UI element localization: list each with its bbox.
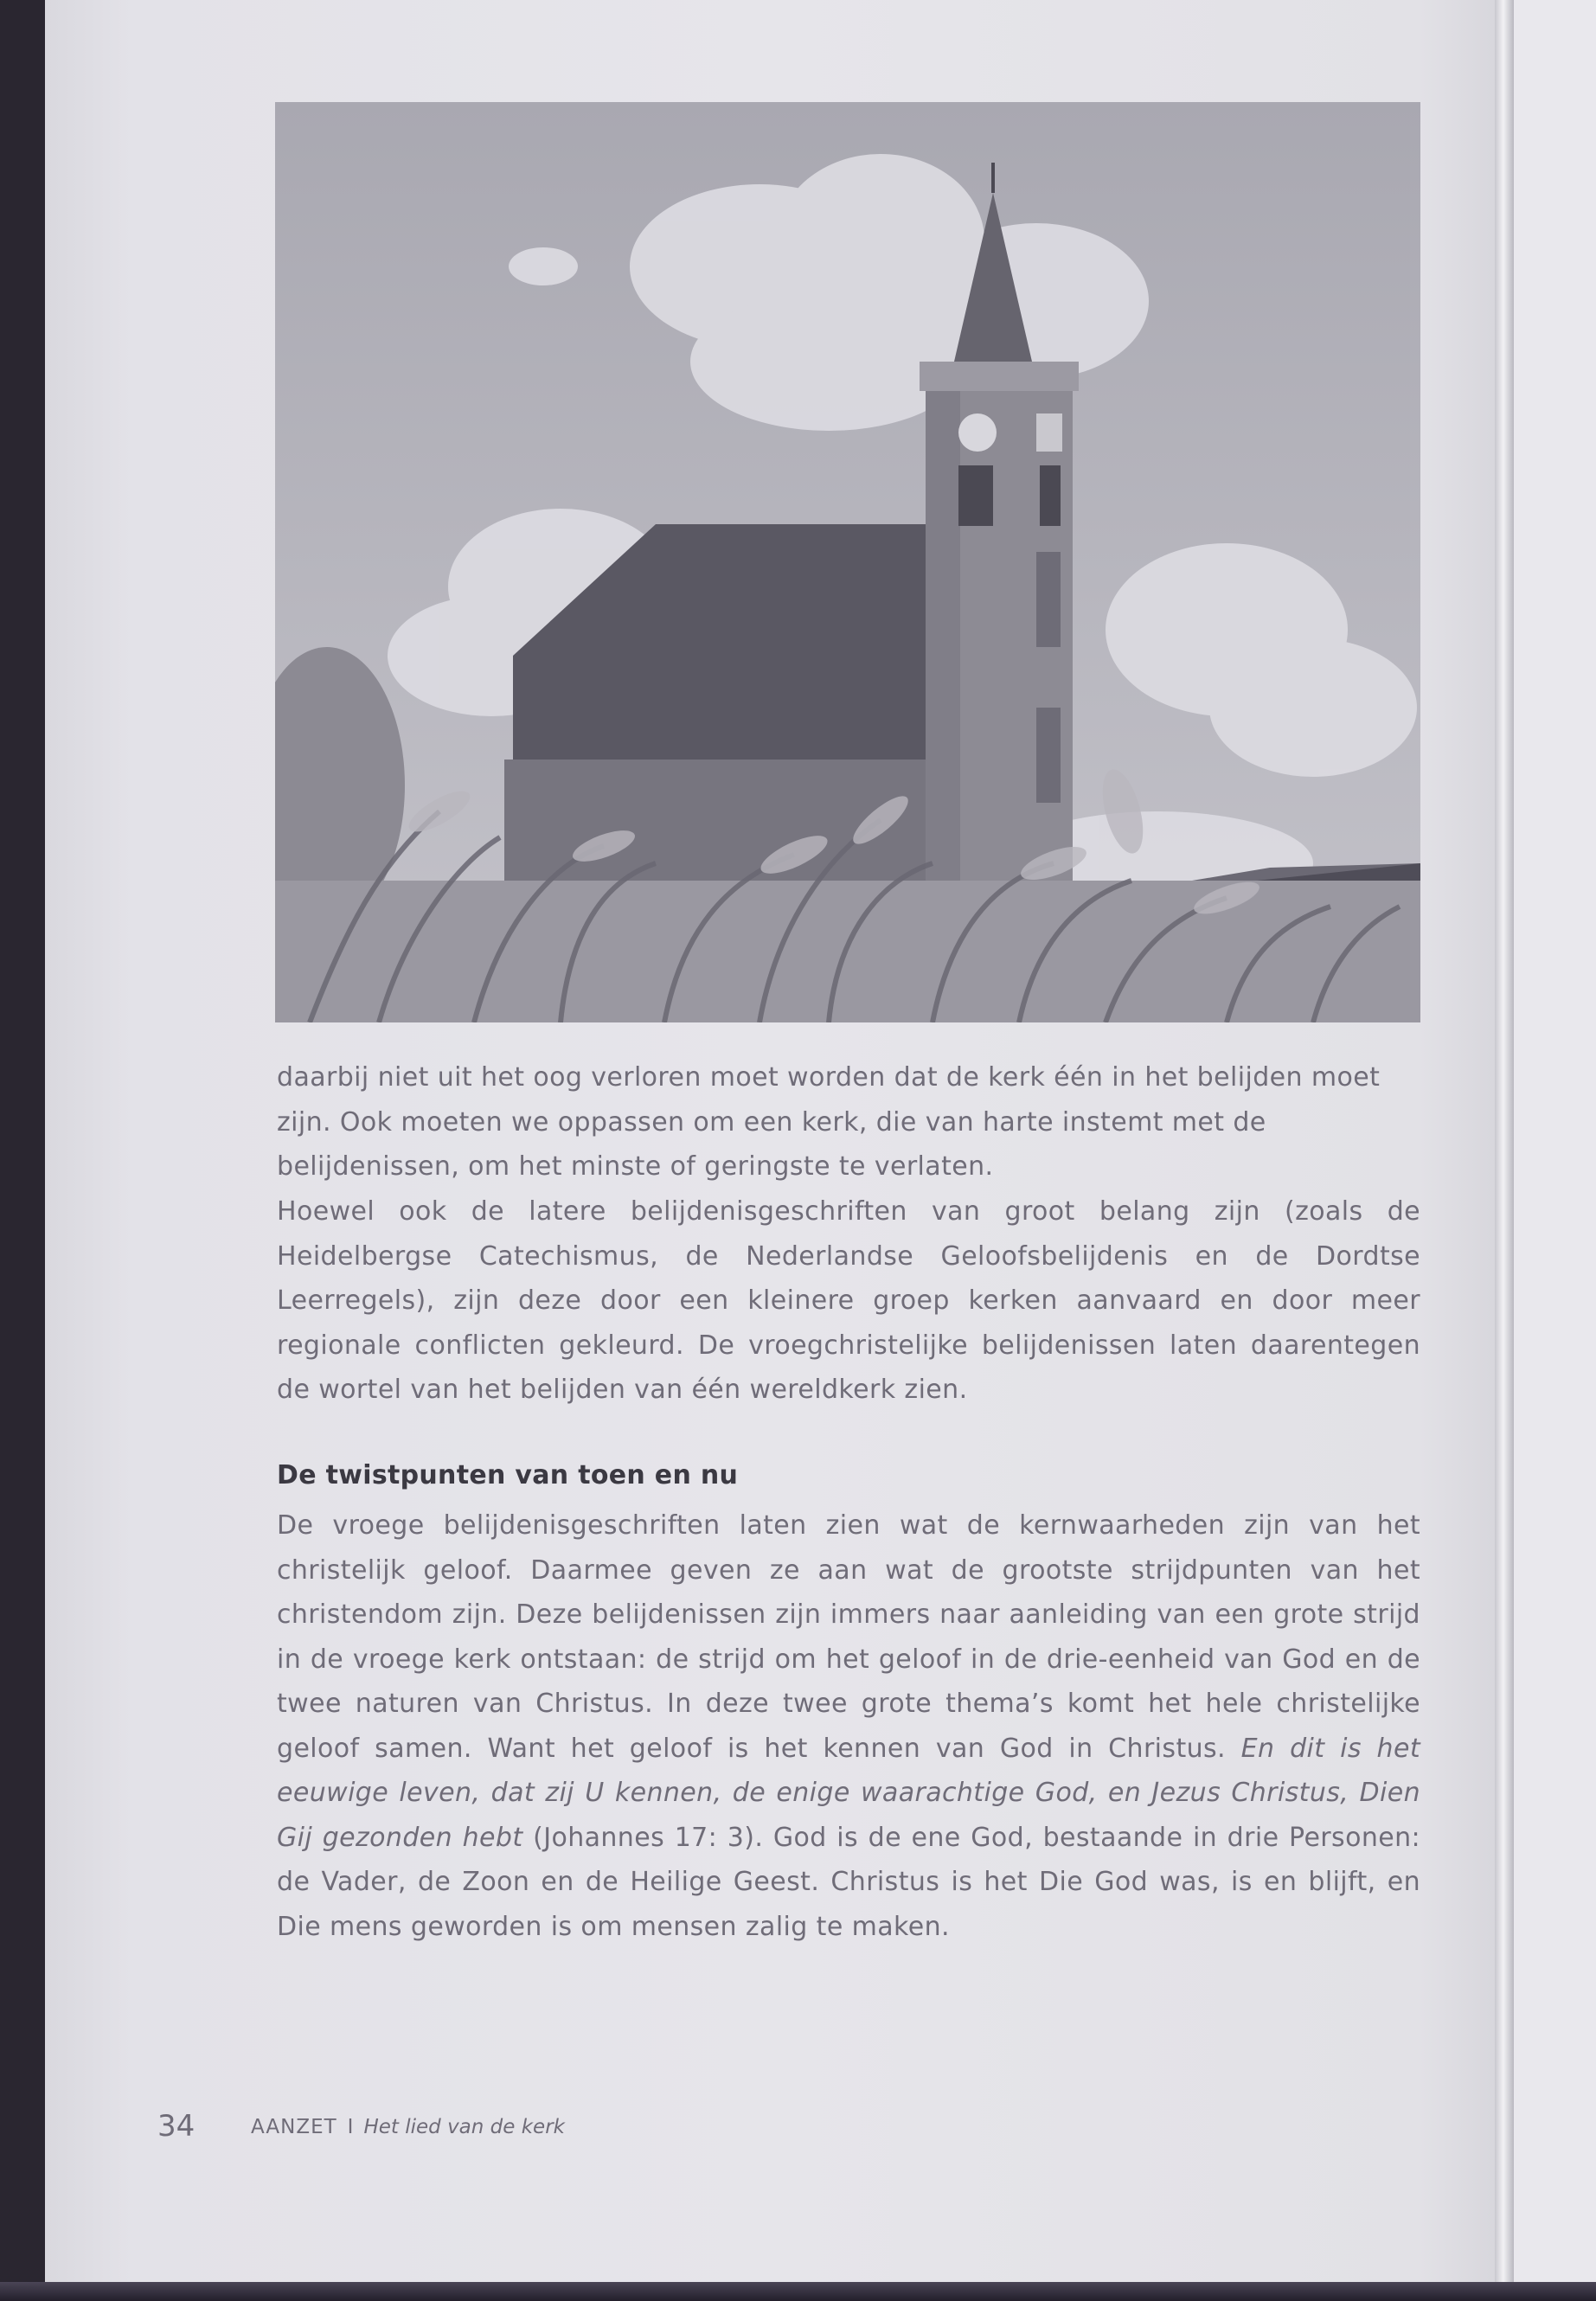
series-name: AANZET (251, 2116, 337, 2138)
paragraph-3-text: De vroege belijdenisgeschriften laten zien wat de kernwaarheden zijn van het christelijk geloof. Daarmee geven ze aan wat de grootste strijdpunten van het christendom zijn. Deze belijdenissen zijn immers naar aanleiding van een grote strijd in de vroege kerk ontstaan: de strijd om het geloof in de drie-eenheid van God en de twee naturen van Christus. In deze twee grote thema’s komt het hele christelijke geloof samen. Want het geloof is het kennen van God in Christus. (277, 1510, 1420, 1764)
paragraph-2: Hoewel ook de latere belijdenisgeschriften van groot belang zijn (zoals de Heidelbergse Catechismus, de Nederlandse Geloofsbelijdenis en de Dordtse Leerregels), zijn deze door een kleinere groep kerken aanvaard en door meer regionale conflicten gekleurd. De vroegchristelijke belijdenissen laten daarentegen de wortel van het belijden van één wereldkerk zien. (277, 1196, 1420, 1405)
book-binding (1495, 0, 1514, 2301)
bible-quote: En dit is het eeuwige leven, dat zij U kennen, de enige waarachtige God, en Jezus Christus, Dien Gij gezonden hebt (277, 1733, 1420, 1853)
church-illustration (275, 102, 1420, 1022)
footer-separator: I (347, 2116, 354, 2138)
paragraph-1: daarbij niet uit het oog verloren moet worden dat de kerk één in het belijden moet zijn. Ook moeten we oppassen om een kerk, die van harte instemt met de belijdenissen, om het minste of geringste te verlaten. (277, 1062, 1381, 1182)
paragraph-3 (277, 1503, 1420, 1949)
book-edge (0, 2282, 1596, 2301)
facing-page-edge (1514, 0, 1596, 2301)
section-heading: De twistpunten van toen en nu (277, 1460, 739, 1490)
running-footer (251, 2116, 565, 2138)
book-title: Het lied van de kerk (363, 2116, 565, 2138)
page-number: 34 (157, 2109, 195, 2144)
paragraph-3-text-end: (Johannes 17: 3). God is de ene God, bestaande in drie Personen: de Vader, de Zoon en de Heilige Geest. Christus is het Die God was, is en blijft, en Die mens geworden is om mensen zalig te maken. (277, 1822, 1421, 1942)
church-photo (275, 102, 1420, 1022)
